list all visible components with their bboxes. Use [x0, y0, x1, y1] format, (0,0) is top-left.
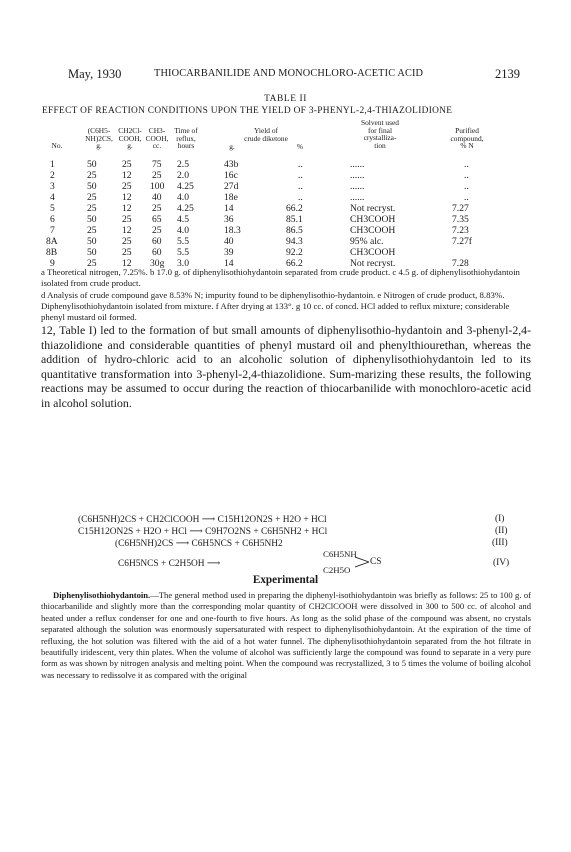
cell-solvent: ...... — [350, 170, 365, 181]
col-header-yield-pct: % — [296, 142, 304, 151]
product-bottom-group: C2H5O — [323, 565, 351, 575]
header-date: May, 1930 — [68, 67, 122, 81]
cell-acid: 12 — [122, 170, 132, 181]
cell-yield-g: 14 — [224, 258, 234, 269]
cell-acid: 25 — [122, 181, 132, 192]
table-row — [0, 236, 571, 247]
cell-time: 4.25 — [177, 181, 194, 192]
cell-nitrogen: 7.27 — [452, 203, 469, 214]
cell-solvent: 95% alc. — [350, 236, 384, 247]
cell-time: 5.5 — [177, 236, 189, 247]
table-body — [0, 159, 571, 267]
reaction-lhs: C15H12ON2S + H2O + HCl — [78, 527, 188, 537]
body-paragraph — [41, 323, 531, 411]
cell-yield-pct: .. — [298, 159, 303, 170]
arrow-icon: ⟶ — [189, 527, 203, 537]
cell-yield-pct: .. — [298, 170, 303, 181]
col-header-no: No. — [51, 141, 63, 150]
cell-thio: 25 — [87, 192, 97, 203]
cell-yield-g: 39 — [224, 247, 234, 258]
cell-thio: 50 — [87, 236, 97, 247]
cell-yield-g: 18e — [224, 192, 238, 203]
col-header-chloroacetic: CH2Cl- COOH, g. — [118, 126, 142, 151]
cell-acid: 25 — [122, 247, 132, 258]
table-row — [0, 214, 571, 225]
cell-thio: 25 — [87, 170, 97, 181]
cell-no: 8A — [46, 236, 58, 247]
cell-acid: 25 — [122, 214, 132, 225]
cell-no: 8B — [46, 247, 58, 258]
cell-no: 9 — [50, 258, 55, 269]
cell-ch3: 25 — [152, 225, 162, 236]
table-row — [0, 247, 571, 258]
cell-yield-pct: .. — [298, 181, 303, 192]
reaction-rhs: C9H7O2NS + C6H5NH2 + HCl — [205, 527, 328, 537]
cell-ch3: 30g — [150, 258, 165, 269]
cell-yield-pct: 66.2 — [286, 258, 303, 269]
reaction-label: (III) — [492, 538, 508, 548]
experimental-section — [41, 590, 531, 681]
cell-time: 2.0 — [177, 170, 189, 181]
cell-acid: 12 — [122, 225, 132, 236]
cell-yield-g: 36 — [224, 214, 234, 225]
cell-ch3: 75 — [152, 159, 162, 170]
reaction-label: (I) — [495, 514, 505, 524]
cell-no: 5 — [50, 203, 55, 214]
reaction-equations — [0, 514, 571, 575]
cell-acid: 12 — [122, 258, 132, 269]
cell-time: 4.5 — [177, 214, 189, 225]
running-header — [68, 67, 520, 83]
cell-ch3: 25 — [152, 203, 162, 214]
cell-yield-pct: 86.5 — [286, 225, 303, 236]
reaction-rhs: C6H5NCS + C6H5NH2 — [191, 539, 283, 549]
cell-yield-g: 18.3 — [224, 225, 241, 236]
cell-nitrogen: .. — [464, 170, 469, 181]
cell-time: 4.25 — [177, 203, 194, 214]
cell-yield-g: 43b — [224, 159, 239, 170]
footnote: d Analysis of crude compound gave 8.53% N; impurity found to be diphenylisothio-hydantoin. e Nitrogen of crude product, 8.83%. Diphenylisothiohydantoin isolated from mixture. f After drying at 133°. g 10 cc. of concd. HCl added to reflux mixture; considerable phenyl mustard oil formed. — [41, 289, 510, 323]
cell-thio: 25 — [87, 225, 97, 236]
reaction-rhs: C15H12ON2S + H2O + HCl — [217, 515, 327, 525]
cell-solvent: ...... — [350, 181, 365, 192]
arrow-icon: ⟶ — [201, 515, 216, 525]
cell-thio: 25 — [87, 203, 97, 214]
cell-thio: 50 — [87, 159, 97, 170]
runin-heading: Diphenylisothiohydantoin. — [53, 590, 151, 600]
cell-ch3: 60 — [152, 236, 162, 247]
cell-acid: 25 — [122, 236, 132, 247]
cell-nitrogen: .. — [464, 192, 469, 203]
cell-time: 4.0 — [177, 225, 189, 236]
cell-yield-g: 27d — [224, 181, 239, 192]
col-header-thiocarbanilide: (C6H5- NH)2CS, g. — [85, 126, 113, 151]
cell-yield-g: 40 — [224, 236, 234, 247]
cell-yield-pct: 92.2 — [286, 247, 303, 258]
cell-ch3: 65 — [152, 214, 162, 225]
cell-time: 3.0 — [177, 258, 189, 269]
col-header-solvent: Solvent used for final crystalliza- tion — [361, 118, 399, 150]
cell-time: 4.0 — [177, 192, 189, 203]
reaction-lhs: C6H5NCS + C2H5OH — [118, 559, 205, 569]
table-row — [0, 192, 571, 203]
cell-ch3: 40 — [152, 192, 162, 203]
cell-ch3: 25 — [152, 170, 162, 181]
page-number: 2139 — [495, 67, 520, 81]
cell-solvent: CH3COOH — [350, 225, 396, 236]
cell-solvent: CH3COOH — [350, 247, 396, 258]
cell-no: 6 — [50, 214, 55, 225]
cell-solvent: Not recryst. — [350, 203, 396, 214]
cell-yield-g: 16c — [224, 170, 238, 181]
cell-acid: 12 — [122, 192, 132, 203]
table-row — [0, 170, 571, 181]
cell-time: 2.5 — [177, 159, 189, 170]
table-row — [0, 225, 571, 236]
header-title: THIOCARBANILIDE AND MONOCHLORO-ACETIC ACID — [154, 68, 424, 79]
reaction-1 — [78, 514, 327, 525]
cell-yield-pct: 85.1 — [286, 214, 303, 225]
col-header-yield: Yield of crude diketone — [244, 126, 288, 143]
cell-solvent: Not recryst. — [350, 258, 396, 269]
cell-nitrogen: 7.27f — [452, 236, 472, 247]
table-title: EFFECT OF REACTION CONDITIONS UPON THE YIELD OF 3-PHENYL-2,4-THIAZOLIDIONE — [42, 106, 453, 116]
experimental-text: —The general method used in preparing the diphenyl-isothiohydantoin was briefly as follows: 25 to 100 g. of thiocarbanilide and slightly more than the corresponding molar quantity of CH2ClCOOH were dissolved in 300 to 500 cc. of alcohol and heated under a reflux condenser for one and one-fourth to five hours. As long as the solid phase of the compound was absent, no crystals separated although the solution was enormously supersaturated with respect to diphenylisothiohydantoin. At the expiration of the time of refluxing, the hot solution was filtered with the aid of a hot water funnel. The diphenylisothiohydantoin separated from the hot filtrate in beautifully iridescent, very thin plates. When the volume of alcohol was sufficiently large the compound was found to separate in a very pure form as was shown by nitrogen analysis and melting point. When the compound was recrystallized, 3 to 5 times the volume of boiling alcohol was necessary to redissolve it as compared with the original — [41, 590, 531, 680]
cell-time: 5.5 — [177, 247, 189, 258]
cell-no: 3 — [50, 181, 55, 192]
cell-solvent: ...... — [350, 192, 365, 203]
col-header-acetic: CH3- COOH, cc. — [145, 126, 169, 151]
cell-yield-g: 14 — [224, 203, 234, 214]
reaction-label: (II) — [495, 526, 508, 536]
experimental-heading: Experimental — [252, 574, 319, 586]
cell-thio: 50 — [87, 247, 97, 258]
cell-yield-pct: .. — [298, 192, 303, 203]
cell-no: 7 — [50, 225, 55, 236]
cell-solvent: CH3COOH — [350, 214, 396, 225]
cell-no: 2 — [50, 170, 55, 181]
reaction-label: (IV) — [493, 558, 510, 568]
col-header-yield-g: g. — [229, 142, 235, 151]
reaction-3 — [115, 538, 283, 549]
table-footnotes — [41, 267, 531, 323]
table-row — [0, 203, 571, 214]
arrow-icon: ⟶ — [175, 539, 190, 549]
cell-thio: 50 — [87, 181, 97, 192]
footnote: a Theoretical nitrogen, 7.25%. b 17.0 g. of diphenylisothiohydantoin separated from crude product. c 4.5 g. of diphenylisothiohydantoin isolated from crude product. — [41, 267, 520, 289]
cell-no: 4 — [50, 192, 55, 203]
table-row — [0, 159, 571, 170]
cell-ch3: 100 — [150, 181, 165, 192]
reaction-lhs: (C6H5NH)2CS + CH2ClCOOH — [78, 515, 200, 525]
cell-acid: 12 — [122, 203, 132, 214]
col-header-time: Time of reflux, hours — [174, 126, 198, 151]
cell-solvent: ...... — [350, 159, 365, 170]
arrow-icon: ⟶ — [206, 559, 221, 569]
cell-yield-pct: 94.3 — [286, 236, 303, 247]
cell-ch3: 60 — [152, 247, 162, 258]
cell-nitrogen: .. — [464, 159, 469, 170]
product-cs: CS — [370, 557, 382, 567]
cell-acid: 25 — [122, 159, 132, 170]
reaction-4 — [118, 558, 220, 569]
col-header-nitrogen: Purified compound, % N — [450, 126, 484, 151]
cell-thio: 25 — [87, 258, 97, 269]
cell-nitrogen: .. — [464, 181, 469, 192]
reaction-2 — [78, 526, 327, 537]
cell-no: 1 — [50, 159, 55, 170]
cell-yield-pct: 66.2 — [286, 203, 303, 214]
cell-thio: 50 — [87, 214, 97, 225]
table-caption: TABLE II — [264, 94, 307, 104]
cell-nitrogen: 7.35 — [452, 214, 469, 225]
reaction-lhs: (C6H5NH)2CS — [115, 539, 174, 549]
cell-nitrogen: 7.28 — [452, 258, 469, 269]
table-row — [0, 181, 571, 192]
cell-nitrogen: 7.23 — [452, 225, 469, 236]
body-text: 12, Table I) led to the formation of but small amounts of diphenylisothio-hydantoin and 3-phenyl-2,4-thiazolidione and considerable quantities of phenyl mustard oil and phenylthiourethan, whereas the addition of hydro-chloric acid to an alcoholic solution of diphenylisothiohydantoin led to its quantitative transformation into 3-phenyl-2,4-thiazolidione. Sum-marizing these results, the following reactions may be assumed to occur during the reaction of thiocarbanilide with monochloro-acetic acid in alcohol solution. — [41, 323, 531, 410]
product-top-group: C6H5NH — [323, 549, 357, 559]
